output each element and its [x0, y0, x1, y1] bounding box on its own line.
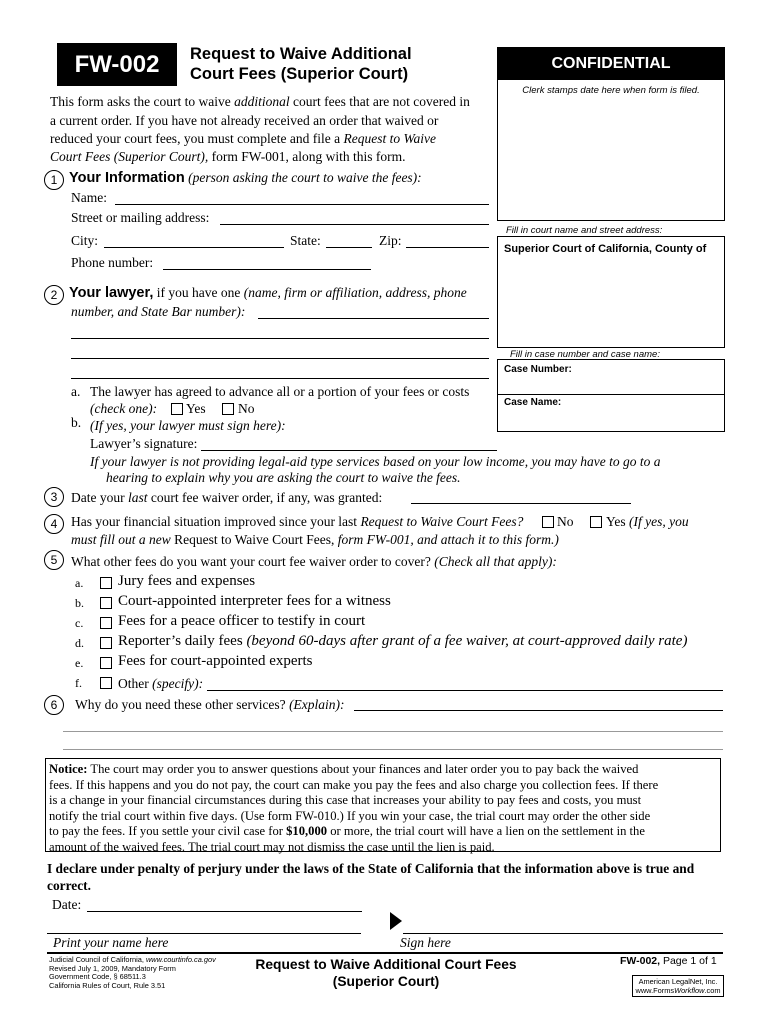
- notice-label: Notice:: [49, 762, 88, 776]
- case-name-box[interactable]: [497, 393, 725, 432]
- sign-here-label: Sign here: [400, 935, 451, 950]
- lawyer-input-1[interactable]: [258, 318, 489, 319]
- section4-line2-c: form FW-001, and attach it to this form.): [334, 532, 559, 547]
- section3-text-a: Date your: [71, 490, 128, 505]
- intro-line2: a current order. If you have not already received an order that waived or: [50, 113, 439, 128]
- footer-title: [226, 956, 546, 990]
- fee-item-e-checkbox[interactable]: [100, 657, 112, 669]
- improved-no-checkbox[interactable]: [542, 516, 554, 528]
- footer-title-line2: (Superior Court): [332, 974, 440, 989]
- declaration-line1: I declare under penalty of perjury under the laws of the State of California that the information above is true and: [47, 861, 695, 876]
- section4-line2: [71, 532, 559, 548]
- fee-item-e-letter: e.: [75, 656, 84, 670]
- print-name-input[interactable]: [47, 933, 361, 934]
- form-id-badge: FW-002: [57, 43, 177, 86]
- section3-number: 3: [44, 487, 64, 507]
- court-name-box[interactable]: [497, 236, 725, 348]
- section6-number: 6: [44, 695, 64, 715]
- footer-page: [620, 955, 717, 967]
- footer-left-line3: Government Code, § 68511.3: [49, 972, 146, 982]
- fee-item-f-other: Other: [118, 676, 149, 691]
- fee-item-d-letter: d.: [75, 636, 84, 650]
- section6-text-a: Why do you need these other services?: [75, 697, 290, 712]
- section2-note1: If your lawyer is not providing legal-aid type services based on your low income, you may have to go to a: [90, 454, 661, 469]
- notice-line3: is a change in your financial circumstances during this case that increases your ability to pay fees and costs, you must: [49, 793, 642, 808]
- lawyer-signature-label: Lawyer’s signature:: [90, 436, 198, 451]
- section2-subtitle-b: (name, firm or affiliation, address, phone: [243, 285, 467, 300]
- print-name-label: Print your name here: [53, 935, 169, 950]
- date-input[interactable]: [87, 911, 362, 912]
- phone-input[interactable]: [163, 269, 371, 270]
- fee-item-f-checkbox[interactable]: [100, 677, 112, 689]
- intro-line4-a: Court Fees (Superior Court),: [50, 149, 209, 164]
- section2-b-label: b.: [71, 415, 82, 430]
- signature-input[interactable]: [403, 933, 723, 934]
- improved-yes-label: [606, 514, 689, 530]
- fee-item-d-text: [118, 633, 687, 650]
- fee-item-b-letter: b.: [75, 596, 84, 610]
- notice-line6: amount of the waived fees. The trial court may not dismiss the case until the lien is paid.: [49, 839, 495, 854]
- section3-text: [71, 490, 382, 506]
- intro-line1-c: court fees that are not covered in: [289, 94, 470, 109]
- explain-input-2[interactable]: [63, 731, 723, 732]
- fee-item-c-letter: c.: [75, 616, 84, 630]
- form-title: [190, 44, 412, 84]
- notice-line5-a: to pay the fees. If you settle your civil case for: [49, 824, 287, 839]
- case-fill-label: Fill in case number and case name:: [510, 349, 660, 360]
- notice-amount: $10,000: [286, 824, 328, 839]
- footer-page-number: Page 1 of 1: [660, 955, 717, 967]
- notice-line2: fees. If this happens and you do not pay, the court can make you pay the fees and also charge you collection fees. If there: [49, 777, 659, 792]
- clerk-stamp-box[interactable]: [497, 47, 725, 221]
- name-input[interactable]: [115, 204, 489, 205]
- notice-line1-text: The court may order you to answer questions about your finances and later order you to pay back the waived: [87, 762, 639, 776]
- notice-line1: [49, 762, 720, 778]
- sign-arrow-icon: [390, 912, 402, 935]
- section2-b-text: (If yes, your lawyer must sign here):: [90, 418, 286, 433]
- notice-line5-c: or more, the trial court will have a lien on the settlement in the: [327, 824, 645, 839]
- vendor-url: www.FormsWorkflow.com: [635, 986, 721, 995]
- intro-line1-a: This form asks the court to waive: [50, 94, 235, 109]
- section3-text-b: last: [127, 490, 148, 505]
- section4-line2-a: must fill out a new: [71, 532, 175, 547]
- case-number-label: Case Number:: [504, 364, 572, 375]
- city-label: City:: [71, 233, 99, 248]
- street-input[interactable]: [220, 224, 489, 225]
- fee-item-c-text: Fees for a peace officer to testify in court: [118, 613, 366, 629]
- improved-yes-text: Yes: [606, 514, 626, 529]
- intro-line3-b: Request to Waive: [343, 131, 437, 146]
- section4-text-b: Request to Waive Court Fees?: [360, 514, 524, 529]
- section3-text-c: court fee waiver order, if any, was granted:: [147, 490, 383, 505]
- street-label: Street or mailing address:: [71, 210, 210, 225]
- intro-line4: [50, 149, 405, 165]
- city-input[interactable]: [104, 247, 284, 248]
- footer-title-line1: Request to Waive Additional Court Fees: [255, 957, 517, 972]
- zip-label: Zip:: [379, 233, 402, 248]
- section4-text-a: Has your financial situation improved since your last: [71, 514, 361, 529]
- intro-line3: [50, 131, 436, 147]
- section1-heading: [69, 170, 422, 186]
- case-number-box[interactable]: [497, 359, 725, 395]
- lawyer-input-4[interactable]: [71, 378, 489, 379]
- footer-form-id: FW-002,: [620, 955, 661, 967]
- date-label: Date:: [52, 897, 82, 912]
- lawyer-input-3[interactable]: [71, 358, 489, 359]
- section2-a-label: a.: [71, 384, 81, 399]
- zip-input[interactable]: [406, 247, 489, 248]
- fee-item-d-extra: (beyond 60-days after grant of a fee waiver, at court-approved daily rate): [242, 633, 688, 649]
- section5-text-b: (Check all that apply):: [434, 554, 557, 569]
- section5-number: 5: [44, 550, 64, 570]
- section1-number: 1: [44, 170, 64, 190]
- intro-line1: [50, 94, 470, 110]
- form-title-line2: Court Fees (Superior Court): [190, 65, 409, 83]
- fee-item-c-checkbox[interactable]: [100, 617, 112, 629]
- section1-title: Your Information: [69, 170, 185, 186]
- fee-item-d-main: Reporter’s daily fees: [118, 633, 243, 649]
- fee-item-f-text: [118, 676, 203, 692]
- court-name: Superior Court of California, County of: [504, 243, 707, 255]
- section2-number: 2: [44, 285, 64, 305]
- fee-item-f-specify: (specify):: [148, 676, 204, 691]
- state-label: State:: [290, 233, 321, 248]
- fee-item-a-letter: a.: [75, 576, 84, 590]
- lawyer-input-2[interactable]: [71, 338, 489, 339]
- section5-text-a: What other fees do you want your court fee waiver order to cover?: [71, 554, 435, 569]
- section1-subtitle: (person asking the court to waive the fees):: [184, 170, 422, 185]
- check-one-label: (check one):: [90, 401, 158, 416]
- notice-line4: notify the trial court within five days. (Use form FW-010.) If you win your case, the trial court may order the other side: [49, 808, 651, 823]
- improved-yes-checkbox[interactable]: [590, 516, 602, 528]
- form-title-line1: Request to Waive Additional: [190, 45, 412, 63]
- fee-item-d-checkbox[interactable]: [100, 637, 112, 649]
- section2-a-text: The lawyer has agreed to advance all or a portion of your fees or costs: [90, 384, 470, 399]
- notice-line5: [49, 824, 720, 840]
- lawyer-yes-checkbox[interactable]: [171, 403, 183, 415]
- section2-subtitle-a: if you have one: [153, 285, 244, 300]
- vendor-name: American LegalNet, Inc.: [638, 977, 718, 986]
- improved-yes-note: (If yes, you: [629, 514, 689, 529]
- footer-left-line4: California Rules of Court, Rule 3.51: [49, 980, 166, 990]
- other-specify-input[interactable]: [207, 690, 723, 691]
- footer-rule: [47, 952, 723, 954]
- section4-text: [71, 514, 523, 530]
- name-label: Name:: [71, 190, 107, 205]
- footer-left-line2: Revised July 1, 2009, Mandatory Form: [49, 963, 176, 973]
- footer-left1-a: Judicial Council of California,: [49, 955, 146, 964]
- intro-line3-a: reduced your court fees, you must complete and file a: [50, 131, 344, 146]
- fee-item-a-text: Jury fees and expenses: [118, 573, 256, 589]
- section6-text-b: (Explain):: [289, 697, 345, 712]
- section5-text: [71, 554, 557, 570]
- vendor-box: [632, 975, 724, 997]
- phone-label: Phone number:: [71, 255, 154, 270]
- section2-title: Your lawyer,: [69, 285, 154, 301]
- fee-item-b-checkbox[interactable]: [100, 597, 112, 609]
- case-name-label: Case Name:: [504, 397, 562, 408]
- improved-no-label: No: [557, 514, 574, 529]
- court-fill-label: Fill in court name and street address:: [506, 225, 663, 236]
- section2-heading: [69, 285, 467, 301]
- declaration-line2: correct.: [47, 878, 91, 893]
- footer-court-url: www.courtinfo.ca.gov: [145, 955, 216, 964]
- state-input[interactable]: [326, 247, 372, 248]
- fee-item-b-text: Court-appointed interpreter fees for a witness: [118, 593, 391, 609]
- fee-item-f-letter: f.: [75, 676, 82, 690]
- confidential-banner: CONFIDENTIAL: [498, 48, 724, 80]
- lawyer-yes-label: Yes: [186, 401, 206, 416]
- intro-additional: additional: [234, 94, 290, 109]
- fee-item-e-text: Fees for court-appointed experts: [118, 653, 313, 669]
- lawyer-no-label: No: [238, 401, 255, 416]
- lawyer-no-checkbox[interactable]: [222, 403, 234, 415]
- section4-number: 4: [44, 514, 64, 534]
- fee-item-a-checkbox[interactable]: [100, 577, 112, 589]
- intro-line4-b: form FW-001, along with this form.: [208, 149, 406, 164]
- lawyer-signature-input[interactable]: [201, 450, 497, 451]
- footer-left: [49, 956, 216, 990]
- explain-input-3[interactable]: [63, 749, 723, 750]
- notice-box: [45, 758, 721, 852]
- explain-input-1[interactable]: [354, 710, 723, 711]
- section6-text: [75, 697, 345, 713]
- last-waiver-date-input[interactable]: [411, 503, 631, 504]
- section2-line2: number, and State Bar number):: [71, 304, 246, 319]
- section4-line2-b: Request to Waive Court Fees,: [174, 532, 335, 547]
- section2-note2: hearing to explain why you are asking the court to waive the fees.: [106, 470, 461, 485]
- clerk-stamp-note: Clerk stamps date here when form is filed.: [522, 85, 700, 96]
